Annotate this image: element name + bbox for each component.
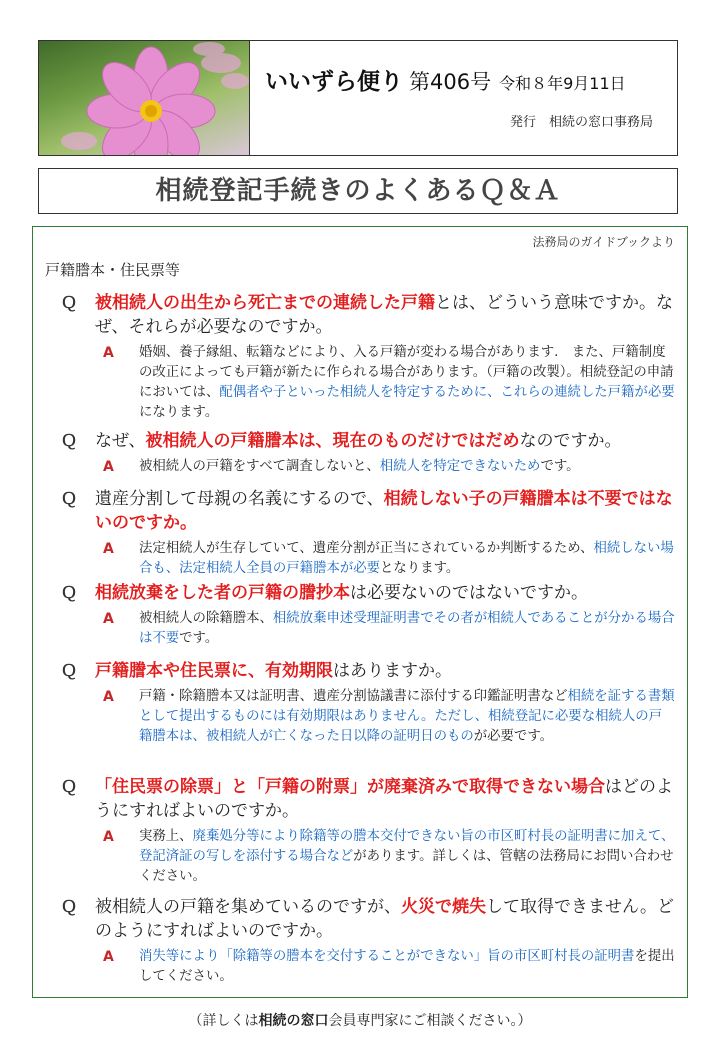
q-mark: Ｑ xyxy=(61,583,78,602)
cosmos-flower-photo xyxy=(39,41,250,155)
text-segment: が必要です。 xyxy=(473,729,554,744)
a-mark: A xyxy=(103,345,114,361)
question xyxy=(33,775,689,823)
question-text xyxy=(95,293,673,337)
question-text xyxy=(95,777,673,821)
question xyxy=(33,291,689,339)
text-segment: 相続しない子の戸籍謄本は不要ではないのですか。 xyxy=(95,489,673,533)
text-segment: になります。 xyxy=(139,405,219,420)
text-segment: 法定相続人が生存していて、遺産分割が正当にされているか判断するため、 xyxy=(139,541,594,556)
question xyxy=(33,429,689,453)
answer-text xyxy=(139,541,674,576)
cosmos-flower-icon xyxy=(39,41,249,155)
text-segment: です。 xyxy=(179,631,219,646)
question-text xyxy=(95,489,673,533)
answer-text xyxy=(139,459,580,474)
footer-note xyxy=(0,1010,720,1030)
issue-number: 第406号 xyxy=(409,70,492,94)
issue-date: 令和８年9月11日 xyxy=(499,74,626,93)
qa-item xyxy=(33,775,689,887)
text-segment: 相続放棄をした者の戸籍の謄抄本 xyxy=(95,583,350,603)
text-segment: 被相続人の戸籍をすべて調査しないと、 xyxy=(139,459,380,474)
answer xyxy=(33,539,689,579)
qa-item xyxy=(33,581,689,649)
text-segment: なのですか。 xyxy=(519,431,622,451)
qa-item xyxy=(33,659,689,747)
text-segment: 廃棄処分等により除籍等の謄本交付できない旨の市区町村長の証明書に加えて、登記済証の写しを添付する場合など xyxy=(139,829,675,864)
qa-item xyxy=(33,487,689,579)
answer xyxy=(33,947,689,987)
text-segment: 消失等により「除籍等の謄本を交付することができない」旨の市区町村長の証明書 xyxy=(139,949,635,964)
question xyxy=(33,487,689,535)
text-segment: はありますか。 xyxy=(333,661,452,681)
text-segment: して取得できません。どのようにすればよいのですか。 xyxy=(95,897,675,941)
a-mark: A xyxy=(103,459,114,475)
text-segment: 相続放棄申述受理証明書でその者が相続人であることが分かる場合は不要 xyxy=(139,611,675,646)
text-segment: は必要ないのではないですか。 xyxy=(350,583,588,603)
qa-item xyxy=(33,895,689,987)
a-mark: A xyxy=(103,611,114,627)
q-mark: Ｑ xyxy=(61,293,78,312)
text-segment: 戸籍・除籍謄本又は証明書、遺産分割協議書に添付する印鑑証明書など xyxy=(139,689,568,704)
q-mark: Ｑ xyxy=(61,431,78,450)
text-segment: 「住民票の除票」と「戸籍の附票」が廃棄済みで取得できない場合 xyxy=(95,777,605,797)
text-segment: となります。 xyxy=(380,561,460,576)
text-segment: 相続を証する書類として提出するものには有効期限はありません。ただし、相続登記に必要な相続人の戸籍謄本は、被相続人が亡くなった日以降の証明日のもの xyxy=(139,689,675,744)
text-segment: 遺産分割して母親の名義にするので、 xyxy=(95,489,384,509)
q-mark: Ｑ xyxy=(61,897,78,916)
question xyxy=(33,895,689,943)
answer-text xyxy=(139,611,675,646)
masthead xyxy=(265,63,626,96)
text-segment: 被相続人の戸籍謄本は、現在のものだけではだめ xyxy=(145,431,520,451)
a-mark: A xyxy=(103,949,114,965)
text-segment: 火災で焼失 xyxy=(401,897,486,917)
text-segment: とは、どういう意味ですか。なぜ、それらが必要なのですか。 xyxy=(95,293,673,337)
text-segment: なぜ、 xyxy=(95,431,146,451)
answer-text xyxy=(139,829,674,884)
page-title: 相続登記手続きのよくあるＱ＆Ａ xyxy=(38,168,678,214)
q-mark: Ｑ xyxy=(61,777,78,796)
a-mark: A xyxy=(103,829,114,845)
answer xyxy=(33,609,689,649)
text-segment: 会員専門家にご相談ください。） xyxy=(328,1013,532,1029)
text-segment: があります。詳しくは、管轄の法務局にお問い合わせください。 xyxy=(139,849,674,884)
footer-text xyxy=(189,1013,532,1029)
text-segment: 配偶者や子といった相続人を特定するために、これらの連続した戸籍が必要 xyxy=(219,385,675,400)
text-segment: 被相続人の戸籍を集めているのですが、 xyxy=(95,897,401,917)
text-segment: 相続しない場合も、法定相続人全員の戸籍謄本が必要 xyxy=(139,541,674,576)
a-mark: A xyxy=(103,541,114,557)
newsletter-title: いいずら便り xyxy=(265,69,403,95)
answer-text xyxy=(139,949,675,984)
text-segment: 戸籍謄本や住民票に、有効期限 xyxy=(95,661,333,681)
q-mark: Ｑ xyxy=(61,661,78,680)
text-segment: を提出してください。 xyxy=(139,949,675,984)
text-segment: はどのようにすればよいのですか。 xyxy=(95,777,673,821)
text-segment: （詳しくは xyxy=(188,1013,259,1029)
question-text xyxy=(95,897,674,941)
newsletter-header xyxy=(38,40,678,156)
section-heading: 戸籍謄本・住民票等 xyxy=(45,261,181,279)
question xyxy=(33,581,689,605)
question xyxy=(33,659,689,683)
question-text xyxy=(95,431,622,451)
text-segment: 実務上、 xyxy=(139,829,193,844)
answer xyxy=(33,687,689,747)
text-segment: 被相続人の出生から死亡までの連続した戸籍 xyxy=(95,293,435,313)
qa-item xyxy=(33,291,689,423)
answer xyxy=(33,457,689,477)
answer-text xyxy=(139,689,675,744)
text-segment: 被相続人の除籍謄本、 xyxy=(139,611,273,626)
a-mark: A xyxy=(103,689,114,705)
text-segment: です。 xyxy=(540,459,580,474)
answer-text xyxy=(139,345,675,420)
qa-panel xyxy=(32,226,688,998)
qa-item xyxy=(33,429,689,477)
source-note: 法務局のガイドブックより xyxy=(532,235,675,249)
question-text xyxy=(95,661,452,681)
question-text xyxy=(95,583,588,603)
publisher: 発行 相続の窓口事務局 xyxy=(509,115,653,130)
text-segment: 婚姻、養子縁組、転籍などにより、入る戸籍が変わる場合があります. また、戸籍制度の改正によっても戸籍が新たに作られる場合があります。（戸籍の改製）。相続登記の申請においては、 xyxy=(139,345,674,400)
q-mark: Ｑ xyxy=(61,489,78,508)
answer xyxy=(33,343,689,423)
text-segment: 相続の窓口 xyxy=(258,1013,329,1029)
answer xyxy=(33,827,689,887)
text-segment: 相続人を特定できないため xyxy=(379,459,541,474)
